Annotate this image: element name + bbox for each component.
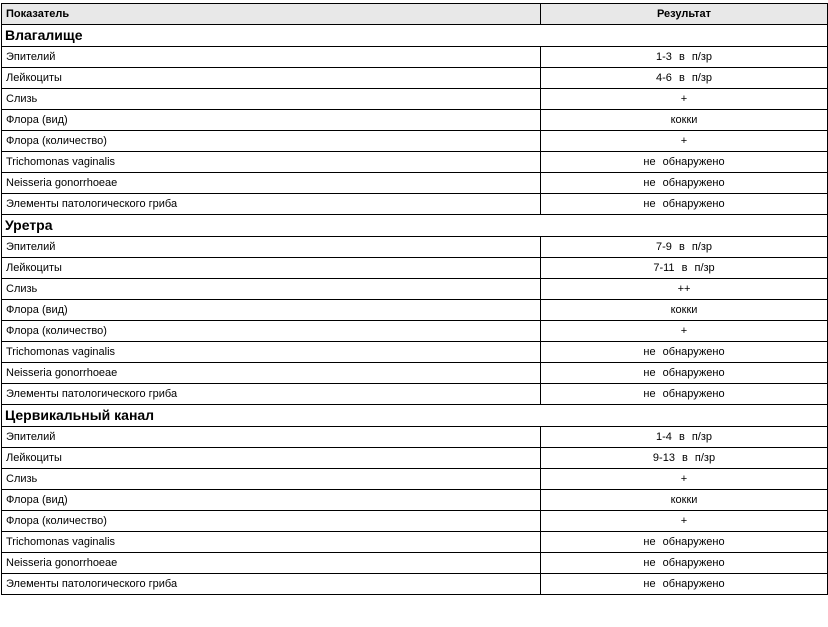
indicator-name: Лейкоциты: [2, 258, 541, 279]
table-row: [2, 384, 828, 405]
result-value: 1-3 в п/зр: [541, 47, 828, 68]
indicator-name: Trichomonas vaginalis: [2, 342, 541, 363]
result-value: +: [541, 469, 828, 490]
table-row: [2, 448, 828, 469]
table-row: [2, 532, 828, 553]
table-row: [2, 279, 828, 300]
table-row: [2, 490, 828, 511]
table-row: [2, 258, 828, 279]
table-row: [2, 342, 828, 363]
section-header-row: [2, 215, 828, 237]
table-row: [2, 47, 828, 68]
table-row: [2, 194, 828, 215]
result-value: не обнаружено: [541, 173, 828, 194]
result-value: 7-11 в п/зр: [541, 258, 828, 279]
indicator-name: Trichomonas vaginalis: [2, 532, 541, 553]
table-header-row: [2, 4, 828, 25]
table-body: [2, 25, 828, 595]
result-value: не обнаружено: [541, 384, 828, 405]
result-value: +: [541, 321, 828, 342]
section-header-row: [2, 405, 828, 427]
indicator-name: Флора (количество): [2, 321, 541, 342]
table-row: [2, 131, 828, 152]
results-table-container: [1, 3, 827, 595]
section-title: Цервикальный канал: [2, 405, 828, 427]
result-value: 4-6 в п/зр: [541, 68, 828, 89]
indicator-name: Элементы патологического гриба: [2, 384, 541, 405]
section-header-row: [2, 25, 828, 47]
result-value: 7-9 в п/зр: [541, 237, 828, 258]
result-value: не обнаружено: [541, 574, 828, 595]
result-value: не обнаружено: [541, 532, 828, 553]
indicator-name: Лейкоциты: [2, 68, 541, 89]
indicator-name: Neisseria gonorrhoeae: [2, 173, 541, 194]
table-row: [2, 321, 828, 342]
header-result: Результат: [541, 4, 828, 25]
table-row: [2, 300, 828, 321]
table-row: [2, 237, 828, 258]
result-value: не обнаружено: [541, 194, 828, 215]
result-value: +: [541, 511, 828, 532]
result-value: ++: [541, 279, 828, 300]
indicator-name: Слизь: [2, 279, 541, 300]
result-value: 9-13 в п/зр: [541, 448, 828, 469]
indicator-name: Лейкоциты: [2, 448, 541, 469]
indicator-name: Neisseria gonorrhoeae: [2, 553, 541, 574]
result-value: не обнаружено: [541, 342, 828, 363]
indicator-name: Флора (количество): [2, 511, 541, 532]
result-value: не обнаружено: [541, 152, 828, 173]
table-row: [2, 511, 828, 532]
indicator-name: Флора (вид): [2, 490, 541, 511]
result-value: кокки: [541, 300, 828, 321]
result-value: 1-4 в п/зр: [541, 427, 828, 448]
result-value: не обнаружено: [541, 363, 828, 384]
table-row: [2, 574, 828, 595]
result-value: кокки: [541, 110, 828, 131]
indicator-name: Флора (количество): [2, 131, 541, 152]
indicator-name: Эпителий: [2, 47, 541, 68]
indicator-name: Trichomonas vaginalis: [2, 152, 541, 173]
header-indicator: Показатель: [2, 4, 541, 25]
result-value: +: [541, 131, 828, 152]
section-title: Уретра: [2, 215, 828, 237]
indicator-name: Флора (вид): [2, 110, 541, 131]
results-table: [1, 3, 828, 595]
table-row: [2, 152, 828, 173]
section-title: Влагалище: [2, 25, 828, 47]
indicator-name: Слизь: [2, 89, 541, 110]
indicator-name: Neisseria gonorrhoeae: [2, 363, 541, 384]
indicator-name: Эпителий: [2, 427, 541, 448]
table-row: [2, 363, 828, 384]
indicator-name: Элементы патологического гриба: [2, 574, 541, 595]
table-row: [2, 553, 828, 574]
table-row: [2, 68, 828, 89]
result-value: +: [541, 89, 828, 110]
table-row: [2, 173, 828, 194]
table-row: [2, 469, 828, 490]
indicator-name: Эпителий: [2, 237, 541, 258]
result-value: кокки: [541, 490, 828, 511]
table-row: [2, 110, 828, 131]
result-value: не обнаружено: [541, 553, 828, 574]
indicator-name: Слизь: [2, 469, 541, 490]
indicator-name: Флора (вид): [2, 300, 541, 321]
indicator-name: Элементы патологического гриба: [2, 194, 541, 215]
table-row: [2, 89, 828, 110]
table-row: [2, 427, 828, 448]
